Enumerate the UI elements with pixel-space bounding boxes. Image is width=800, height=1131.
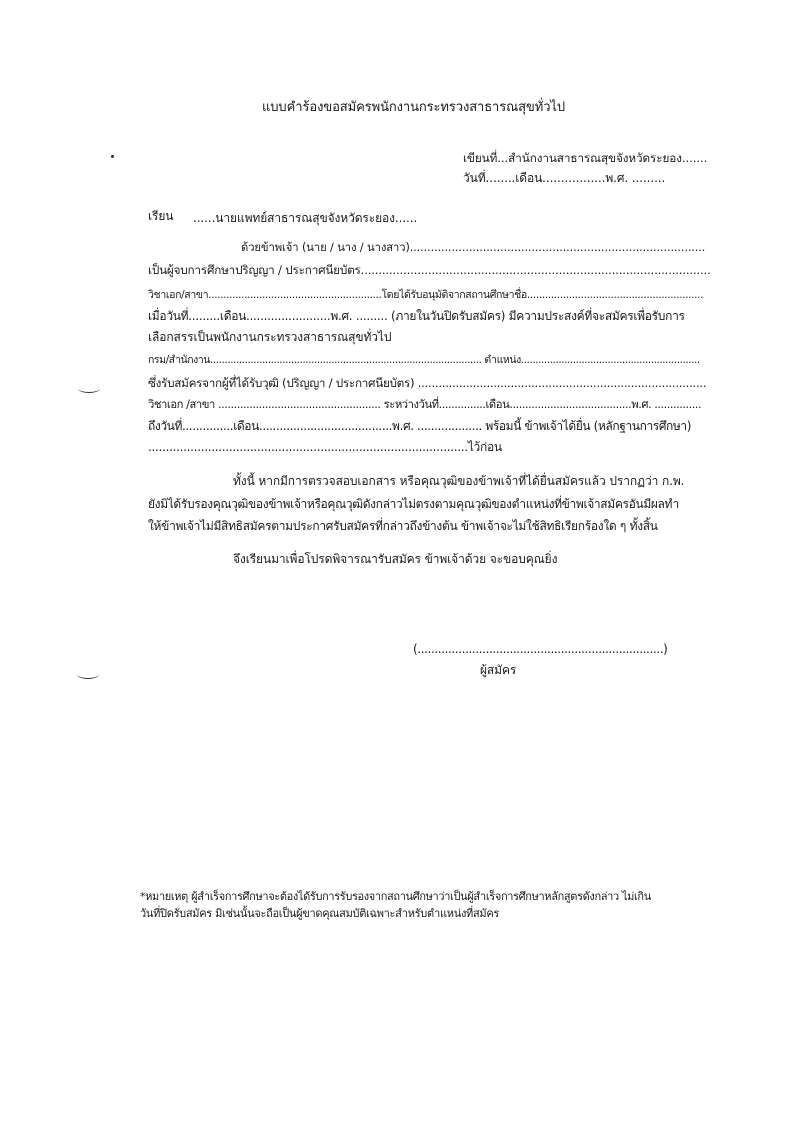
- selection-line: เลือกสรรเป็นพนักงานกระทรวงสาธารณสุขทั่วไป: [148, 330, 392, 344]
- degree-line: เป็นผู้จบการศึกษาปริญญา / ประกาศนียบัตร...................................................................................................: [148, 263, 711, 277]
- footnote-line-2: วันที่ปิดรับสมัคร มิเช่นนั้นจะถือเป็นผู้ขาดคุณสมบัติเฉพาะสำหรับตำแหน่งที่สมัคร: [140, 907, 500, 920]
- until-date-line: ถึงวันที่...............เดือน.......................................พ.ศ. ................... พร้อมนี้ ข้าพเจ้าได้ยื่น (หลักฐานการศึกษา): [148, 419, 692, 433]
- applicant-name-line: ด้วยข้าพเจ้า (นาย / นาง / นางสาว).....................................................................................: [241, 241, 706, 254]
- signature-label: ผู้สมัคร: [480, 663, 517, 677]
- to-label: เรียน: [148, 209, 174, 223]
- graduation-date-line: เมื่อวันที่.........เดือน........................พ.ศ. ......... (ภายในวันปิดรับสมัคร) มีความประสงค์ที่จะสมัครเพื่อรับการ: [148, 309, 685, 323]
- signature-line: (........................................................................): [413, 642, 668, 656]
- written-at-line: เขียนที่...สำนักงานสาธารณสุขจังหวัดระยอง.......: [463, 151, 708, 165]
- major-line: วิชาเอก/สาขา..........................................................โดยได้รับอนุมัติจากสถานศึกษาชื่อ...........................................................: [148, 289, 704, 301]
- paragraph-2: จึงเรียนมาเพื่อโปรดพิจารณารับสมัคร ข้าพเจ้าด้วย จะขอบคุณยิ่ง: [233, 552, 558, 566]
- binder-mark: [77, 670, 99, 679]
- paragraph-1-line-2: ยังมิได้รับรองคุณวุฒิของข้าพเจ้าหรือคุณวุฒิดังกล่าวไม่ตรงตามคุณวุฒิของตำแหน่งที่ข้าพเจ้าสมัครอันมีผลทำ: [148, 497, 679, 511]
- footnote-line-1: *หมายเหตุ ผู้สำเร็จการศึกษาจะต้องได้รับการรับรองจากสถานศึกษาว่าเป็นผู้สำเร็จการศึกษาหลักสูตรดังกล่าว ไม่เกิน: [140, 890, 651, 903]
- accepted-qualification-line: ซึ่งรับสมัครจากผู้ที่ได้รับวุฒิ (ปริญญา / ประกาศนียบัตร) ....................................................................................: [148, 376, 707, 390]
- attachment-line: ...........................................................................................ไว้ก่อน: [148, 440, 502, 454]
- major-period-line: วิชาเอก /สาขา .................................................... ระหว่างวันที่...............เดือน.......................................พ.ศ. ...............: [148, 398, 702, 411]
- date-line: วันที่........เดือน.................พ.ศ. .........: [463, 171, 666, 185]
- department-line: กรม/สำนักงาน.............................................................................................. ตำแหน่ง..............................................................: [148, 354, 700, 366]
- binder-mark: [78, 384, 100, 393]
- paragraph-1-line-3: ให้ข้าพเจ้าไม่มีสิทธิสมัครตามประกาศรับสมัครที่กล่าวถึงข้างต้น ข้าพเจ้าจะไม่ใช้สิทธิเรียกร้องใด ๆ ทั้งสิ้น: [148, 519, 658, 533]
- paragraph-1-line-1: ทั้งนี้ หากมีการตรวจสอบเอกสาร หรือคุณวุฒิของข้าพเจ้าที่ได้ยื่นสมัครแล้ว ปรากฏว่า ก.พ.: [233, 474, 685, 488]
- form-title: แบบคำร้องขอสมัครพนักงานกระทรวงสาธารณสุขทั่วไป: [262, 100, 565, 115]
- to-value: ......นายแพทย์สาธารณสุขจังหวัดระยอง......: [193, 211, 418, 225]
- scan-speck: [111, 155, 114, 158]
